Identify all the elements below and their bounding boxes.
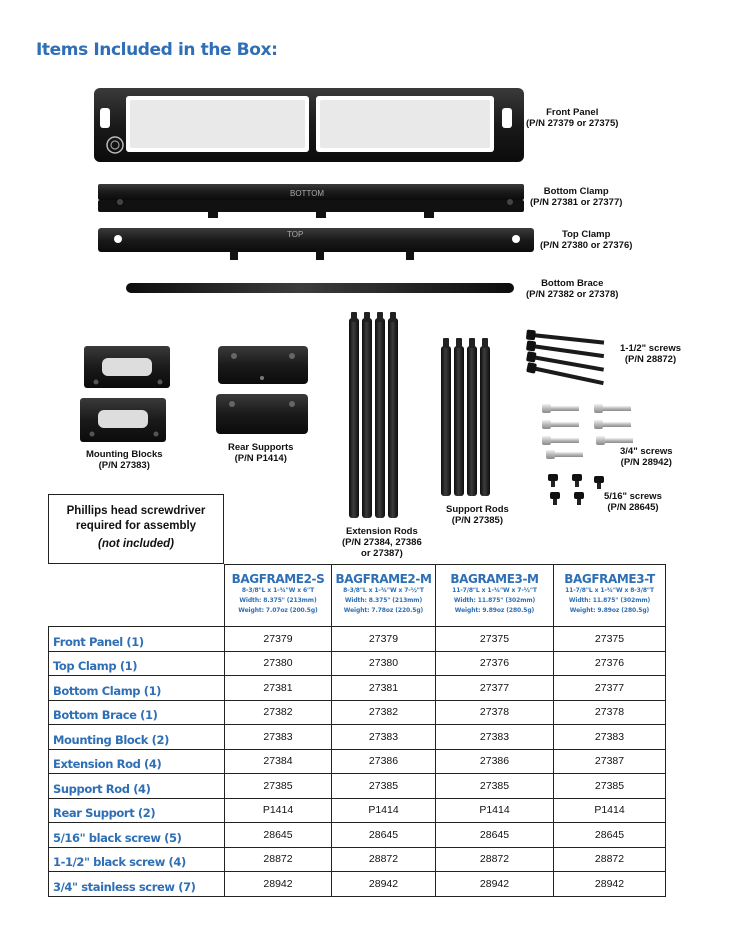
row-label: 5/16" black screw (5) (49, 823, 225, 848)
short-screws-label: 5/16" screws (P/N 28645) (604, 491, 662, 513)
bottom-brace-label: Bottom Brace (P/N 27382 or 27378) (526, 278, 619, 300)
support-rods-label: Support Rods (P/N 27385) (446, 504, 509, 526)
front-panel-image (94, 88, 524, 162)
mounting-blocks-label: Mounting Blocks (P/N 27383) (86, 449, 163, 471)
part-number-cell: 27380 (332, 651, 436, 676)
part-number-cell: 27384 (225, 749, 332, 774)
part-number-cell: 27375 (554, 627, 666, 652)
part-number-cell: 27382 (332, 700, 436, 725)
model-name: BAGFRAME2-S (231, 572, 325, 586)
extension-rods-image (349, 312, 398, 518)
model-header-2 (332, 565, 436, 627)
part-number-cell: 27375 (436, 627, 554, 652)
table-row (49, 798, 666, 823)
short-screws-image (548, 474, 604, 505)
model-name: BAGFRAME3-T (564, 572, 655, 586)
row-label: 1-1/2" black screw (4) (49, 847, 225, 872)
bottom-clamp-label: Bottom Clamp (P/N 27381 or 27377) (530, 186, 623, 208)
table-header-row (49, 565, 666, 627)
top-clamp-image (98, 228, 534, 260)
part-number-cell: 28942 (332, 872, 436, 897)
table-row (49, 725, 666, 750)
model-header-4 (554, 565, 666, 627)
bottom-brace-image (126, 283, 514, 293)
part-number-cell: 27385 (436, 774, 554, 799)
model-name: BAGFRAME2-M (335, 572, 432, 586)
part-number-cell: 27383 (436, 725, 554, 750)
part-number-cell: 28645 (332, 823, 436, 848)
row-label: Mounting Block (2) (49, 725, 225, 750)
extension-rods-label: Extension Rods (P/N 27384, 27386 or 27387) (342, 526, 422, 559)
part-number-cell: 28872 (225, 847, 332, 872)
part-number-cell: 28872 (332, 847, 436, 872)
part-number-cell: 27385 (332, 774, 436, 799)
rear-supports-image (216, 346, 308, 434)
part-number-cell: 27383 (225, 725, 332, 750)
row-label: Top Clamp (1) (49, 651, 225, 676)
part-number-cell: 27381 (225, 676, 332, 701)
part-number-cell: 28942 (554, 872, 666, 897)
parts-table (48, 564, 666, 897)
table-row (49, 872, 666, 897)
model-weight: Weight: 9.89oz (280.5g) (454, 607, 535, 614)
model-header-3 (436, 565, 554, 627)
part-number-cell: P1414 (436, 798, 554, 823)
table-row (49, 627, 666, 652)
part-number-cell: 27376 (436, 651, 554, 676)
part-number-cell: 27387 (554, 749, 666, 774)
model-header-1 (225, 565, 332, 627)
row-label: 3/4" stainless screw (7) (49, 872, 225, 897)
row-label: Support Rod (4) (49, 774, 225, 799)
model-name: BAGRAME3-M (450, 572, 539, 586)
front-panel-label: Front Panel (P/N 27379 or 27375) (526, 107, 619, 129)
header-blank-cell (49, 565, 225, 627)
part-number-cell: 27380 (225, 651, 332, 676)
part-number-cell: 28872 (436, 847, 554, 872)
model-width: Width: 8.375" (213mm) (239, 597, 317, 604)
row-label: Extension Rod (4) (49, 749, 225, 774)
mounting-blocks-image (80, 346, 170, 442)
part-number-cell: 27379 (225, 627, 332, 652)
part-number-cell: 27386 (436, 749, 554, 774)
model-dims: 8-3/8"L x 1-¾"W x 7-½"T (343, 587, 424, 594)
top-clamp-label: Top Clamp (P/N 27380 or 27376) (540, 229, 633, 251)
bottom-clamp-engraving: BOTTOM (290, 189, 325, 198)
model-width: Width: 11.875" (302mm) (568, 597, 651, 604)
model-weight: Weight: 7.78oz (220.5g) (343, 607, 424, 614)
part-number-cell: 27381 (332, 676, 436, 701)
table-row (49, 847, 666, 872)
part-number-cell: P1414 (332, 798, 436, 823)
part-number-cell: 28645 (225, 823, 332, 848)
page-heading: Items Included in the Box: (36, 40, 278, 60)
table-row (49, 651, 666, 676)
model-dims: 11-7/8"L x 1-¾"W x 8-3/8"T (565, 587, 654, 594)
table-row (49, 749, 666, 774)
row-label: Bottom Clamp (1) (49, 676, 225, 701)
model-dims: 11-7/8"L x 1-¾"W x 7-½"T (452, 587, 537, 594)
screwdriver-note: Phillips head screwdriver required for assembly (not included) (48, 494, 224, 564)
model-weight: Weight: 9.89oz (280.5g) (569, 607, 650, 614)
part-number-cell: 28942 (225, 872, 332, 897)
part-number-cell: 27385 (225, 774, 332, 799)
top-clamp-engraving: TOP (287, 230, 304, 239)
part-number-cell: 27385 (554, 774, 666, 799)
part-number-cell: 27379 (332, 627, 436, 652)
table-row (49, 700, 666, 725)
model-dims: 8-3/8"L x 1-¾"W x 6"T (241, 587, 315, 594)
model-weight: Weight: 7.07oz (200.5g) (238, 607, 318, 614)
part-number-cell: P1414 (225, 798, 332, 823)
part-number-cell: 28645 (436, 823, 554, 848)
part-number-cell: 27376 (554, 651, 666, 676)
part-number-cell: 28872 (554, 847, 666, 872)
table-row (49, 676, 666, 701)
row-label: Bottom Brace (1) (49, 700, 225, 725)
table-row (49, 823, 666, 848)
part-number-cell: 27382 (225, 700, 332, 725)
part-number-cell: 27378 (436, 700, 554, 725)
part-number-cell: 27378 (554, 700, 666, 725)
support-rods-image (441, 338, 490, 496)
model-width: Width: 11.875" (302mm) (453, 597, 536, 604)
bottom-clamp-image (98, 184, 524, 218)
part-number-cell: 27377 (554, 676, 666, 701)
part-number-cell: 28645 (554, 823, 666, 848)
table-row (49, 774, 666, 799)
part-number-cell: 27383 (332, 725, 436, 750)
rear-supports-label: Rear Supports (P/N P1414) (228, 442, 294, 464)
row-label: Front Panel (1) (49, 627, 225, 652)
part-number-cell: 27383 (554, 725, 666, 750)
long-screws-label: 1-1/2" screws (P/N 28872) (620, 343, 682, 365)
part-number-cell: 27386 (332, 749, 436, 774)
model-width: Width: 8.375" (213mm) (344, 597, 423, 604)
part-number-cell: 27377 (436, 676, 554, 701)
long-screws-image (526, 329, 605, 388)
part-number-cell: P1414 (554, 798, 666, 823)
part-number-cell: 28942 (436, 872, 554, 897)
stainless-screws-label: 3/4" screws (P/N 28942) (620, 446, 673, 468)
row-label: Rear Support (2) (49, 798, 225, 823)
